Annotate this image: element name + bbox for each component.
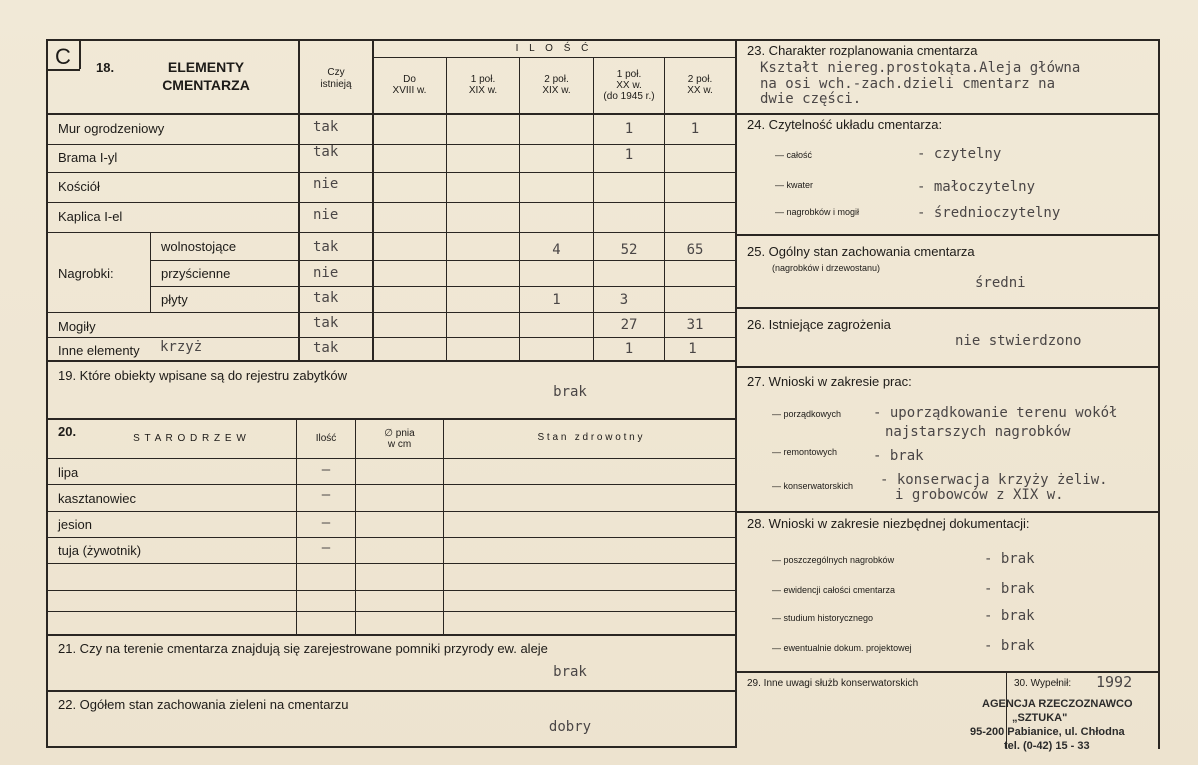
s24-item-value: - średnioczytelny bbox=[917, 205, 1061, 221]
tree-qty: – bbox=[321, 515, 331, 531]
row-label-mogily: Mogiły bbox=[58, 319, 96, 334]
s19-label: 19. Które obiekty wpisane są do rejestru zabytków bbox=[58, 368, 348, 383]
rule bbox=[443, 418, 444, 634]
s25-label: 25. Ogólny stan zachowania cmentarza bbox=[747, 244, 975, 259]
cell-exists-wolno: tak bbox=[313, 239, 339, 255]
row-label-inne: Inne elementy bbox=[58, 343, 140, 358]
s28-label: 28. Wnioski w zakresie niezbędnej dokumentacji: bbox=[747, 516, 1030, 531]
s20-title: S T A R O D R Z E W bbox=[133, 433, 247, 444]
rule bbox=[46, 312, 736, 313]
col-header-line: Czy bbox=[327, 67, 345, 78]
s20-col-health: S t a n z d r o w o t n y bbox=[537, 432, 643, 443]
s25-sub: (nagrobków i drzewostanu) bbox=[772, 263, 881, 273]
rule bbox=[593, 57, 594, 361]
col-header-period-5 bbox=[665, 74, 735, 96]
s20-number: 20. bbox=[58, 424, 77, 439]
cell-exists-kaplica: nie bbox=[313, 207, 339, 223]
s29-label: 29. Inne uwagi służb konserwatorskich bbox=[747, 678, 919, 689]
s28-item-label: — ewidencji całości cmentarza bbox=[772, 585, 896, 595]
cell-exists-mur: tak bbox=[313, 119, 339, 135]
cell-plyty-p4: 3 bbox=[619, 292, 629, 308]
cell-mogily-p5: 31 bbox=[686, 317, 704, 333]
s21-value: brak bbox=[553, 664, 587, 680]
col-header-line: Do bbox=[403, 74, 416, 85]
s30-year: 1992 bbox=[1096, 673, 1133, 691]
s28-item-value: - brak bbox=[984, 608, 1035, 624]
s28-item-value: - brak bbox=[984, 551, 1035, 567]
s20-col-diam bbox=[356, 428, 443, 450]
tree-name: lipa bbox=[58, 465, 79, 480]
row-label-mur: Mur ogrodzeniowy bbox=[58, 121, 165, 136]
row-label-nagrobki: Nagrobki: bbox=[58, 266, 114, 281]
rule bbox=[46, 69, 80, 71]
rule bbox=[372, 57, 736, 58]
row-label-kosciol: Kościół bbox=[58, 179, 100, 194]
s27-item-value: i grobowców z XIX w. bbox=[895, 487, 1064, 503]
s28-item-value: - brak bbox=[984, 581, 1035, 597]
cell-wolno-p5: 65 bbox=[686, 242, 704, 258]
rule bbox=[46, 484, 736, 485]
cell-exists-inne: tak bbox=[313, 340, 339, 356]
cell-plyty-p3: 1 bbox=[552, 292, 561, 308]
rule bbox=[446, 57, 447, 361]
rule bbox=[736, 113, 1159, 115]
stamp-line: AGENCJA RZECZOZNAWCO bbox=[982, 698, 1133, 710]
col-header-period-2 bbox=[447, 74, 519, 96]
tree-qty: – bbox=[321, 487, 331, 503]
s27-item-label: — porządkowych bbox=[772, 409, 842, 419]
s28-item-label: — studium historycznego bbox=[772, 613, 874, 623]
rule bbox=[46, 232, 736, 233]
col-header-period-4 bbox=[594, 69, 664, 102]
tree-qty: – bbox=[321, 540, 331, 556]
col-header-ilosc: I L O Ś Ć bbox=[515, 43, 593, 54]
rule bbox=[736, 366, 1159, 368]
s27-item-value: - konserwacja krzyży żeliw. bbox=[880, 472, 1108, 488]
rule bbox=[79, 39, 81, 69]
rule bbox=[46, 418, 736, 420]
col-header-line: (do 1945 r.) bbox=[603, 91, 655, 102]
cell-mur-p4: 1 bbox=[624, 121, 634, 137]
s26-label: 26. Istniejące zagrożenia bbox=[747, 317, 891, 332]
cell-inne-p5: 1 bbox=[688, 341, 697, 357]
s26-value: nie stwierdzono bbox=[955, 333, 1082, 349]
s21-label: 21. Czy na terenie cmentarza znajdują się zarejestrowane pomniki przyrody ew. aleje bbox=[58, 641, 548, 656]
rule bbox=[46, 360, 736, 362]
s22-value: dobry bbox=[548, 719, 592, 735]
section-title bbox=[150, 58, 262, 94]
col-header-line: XX w. bbox=[616, 80, 642, 91]
row-label-plyty: płyty bbox=[161, 292, 188, 307]
rule bbox=[1158, 39, 1160, 749]
s28-item-label: — ewentualnie dokum. projektowej bbox=[772, 643, 912, 653]
tree-name: jesion bbox=[58, 517, 92, 532]
rule bbox=[46, 563, 736, 564]
section-number: 18. bbox=[96, 60, 115, 75]
stamp-line: „SZTUKA" bbox=[1012, 712, 1068, 724]
tree-name: tuja (żywotnik) bbox=[58, 543, 142, 558]
col-header-period-1 bbox=[373, 74, 446, 96]
rule bbox=[46, 511, 736, 512]
cell-mur-p5: 1 bbox=[690, 121, 700, 137]
title-line: CMENTARZA bbox=[162, 77, 250, 93]
col-header-exists bbox=[300, 67, 372, 91]
rule bbox=[46, 144, 736, 145]
rule bbox=[46, 202, 736, 203]
cell-exists-brama: tak bbox=[313, 144, 339, 160]
s25-value: średni bbox=[975, 275, 1026, 291]
row-value-inne: krzyż bbox=[160, 339, 203, 355]
cell-exists-mogily: tak bbox=[313, 315, 339, 331]
col-header-line: ∅ pnia bbox=[384, 428, 415, 439]
s23-line: dwie części. bbox=[760, 91, 862, 107]
s24-item-value: - czytelny bbox=[917, 146, 1002, 162]
rule bbox=[46, 690, 736, 692]
s27-item-value: - brak bbox=[873, 448, 924, 464]
cell-brama-p4: 1 bbox=[624, 147, 634, 163]
s24-item-label: — nagrobków i mogił bbox=[775, 207, 860, 217]
cell-mogily-p4: 27 bbox=[620, 317, 638, 333]
s23-label: 23. Charakter rozplanowania cmentarza bbox=[747, 43, 978, 58]
col-header-period-3 bbox=[520, 74, 593, 96]
col-header-line: XVIII w. bbox=[392, 85, 427, 96]
s24-item-label: — całość bbox=[775, 150, 813, 160]
s22-label: 22. Ogółem stan zachowania zieleni na cmentarzu bbox=[58, 697, 349, 712]
section-letter: C bbox=[55, 44, 71, 69]
rule bbox=[150, 260, 736, 261]
rule bbox=[46, 537, 736, 538]
tree-name: kasztanowiec bbox=[58, 491, 137, 506]
cell-exists-kosciol: nie bbox=[313, 176, 339, 192]
row-label-brama: Brama I-yl bbox=[58, 150, 118, 165]
s30-label: 30. Wypełnił: bbox=[1014, 678, 1072, 689]
rule bbox=[735, 39, 737, 748]
cell-exists-przysc: nie bbox=[313, 265, 339, 281]
s24-item-value: - małoczytelny bbox=[917, 179, 1036, 195]
rule bbox=[46, 172, 736, 173]
rule bbox=[150, 232, 151, 312]
rule bbox=[150, 286, 736, 287]
s24-item-label: — kwater bbox=[775, 180, 814, 190]
stamp-line: 95-200 Pabianice, ul. Chłodna bbox=[970, 726, 1125, 738]
stamp-line: tel. (0-42) 15 - 33 bbox=[1004, 740, 1090, 752]
col-header-line: w cm bbox=[387, 439, 412, 450]
title-line: ELEMENTY bbox=[167, 59, 245, 75]
row-label-wolnostojace: wolnostojące bbox=[161, 239, 237, 254]
col-header-line: 2 poł. bbox=[544, 74, 569, 85]
cell-wolno-p3: 4 bbox=[552, 242, 561, 258]
rule bbox=[519, 57, 520, 361]
col-header-line: XIX w. bbox=[542, 85, 571, 96]
cell-inne-p4: 1 bbox=[624, 341, 634, 357]
rule bbox=[46, 113, 736, 115]
col-header-line: XX w. bbox=[687, 85, 713, 96]
s28-item-value: - brak bbox=[984, 638, 1035, 654]
s27-item-label: — remontowych bbox=[772, 447, 838, 457]
rule bbox=[736, 307, 1159, 309]
cell-wolno-p4: 52 bbox=[620, 242, 638, 258]
row-label-przyscienne: przyścienne bbox=[161, 266, 231, 281]
col-header-line: 1 poł. bbox=[470, 74, 496, 85]
s27-item-value: - uporządkowanie terenu wokół bbox=[873, 405, 1118, 421]
cell-exists-plyty: tak bbox=[313, 290, 339, 306]
s19-value: brak bbox=[553, 384, 587, 400]
s27-item-label: — konserwatorskich bbox=[772, 481, 854, 491]
s27-label: 27. Wnioski w zakresie prac: bbox=[747, 374, 912, 389]
rule bbox=[46, 39, 1160, 41]
rule bbox=[664, 57, 665, 361]
row-label-kaplica: Kaplica I-el bbox=[58, 209, 123, 224]
col-header-line: XIX w. bbox=[468, 85, 498, 96]
rule bbox=[46, 458, 736, 459]
s20-col-qty: Ilość bbox=[315, 433, 337, 444]
col-header-line: istnieją bbox=[320, 79, 352, 90]
rule bbox=[46, 746, 737, 748]
rule bbox=[736, 511, 1159, 513]
rule bbox=[46, 611, 736, 612]
rule bbox=[736, 234, 1159, 236]
col-header-line: 2 poł. bbox=[687, 74, 713, 85]
s23-line: na osi wch.-zach.dzieli cmentarz na bbox=[760, 76, 1056, 92]
s23-line: Kształt niereg.prostokąta.Aleja główna bbox=[760, 60, 1081, 76]
s27-item-value: najstarszych nagrobków bbox=[885, 424, 1071, 440]
rule bbox=[46, 337, 736, 338]
rule bbox=[46, 39, 48, 748]
rule bbox=[355, 418, 356, 634]
col-header-line: 1 poł. bbox=[616, 69, 642, 80]
rule bbox=[46, 590, 736, 591]
s24-label: 24. Czytelność układu cmentarza: bbox=[747, 117, 943, 132]
agency-stamp bbox=[970, 697, 1133, 753]
s28-item-label: — poszczególnych nagrobków bbox=[772, 555, 895, 565]
tree-qty: – bbox=[321, 462, 331, 478]
rule bbox=[46, 634, 736, 636]
